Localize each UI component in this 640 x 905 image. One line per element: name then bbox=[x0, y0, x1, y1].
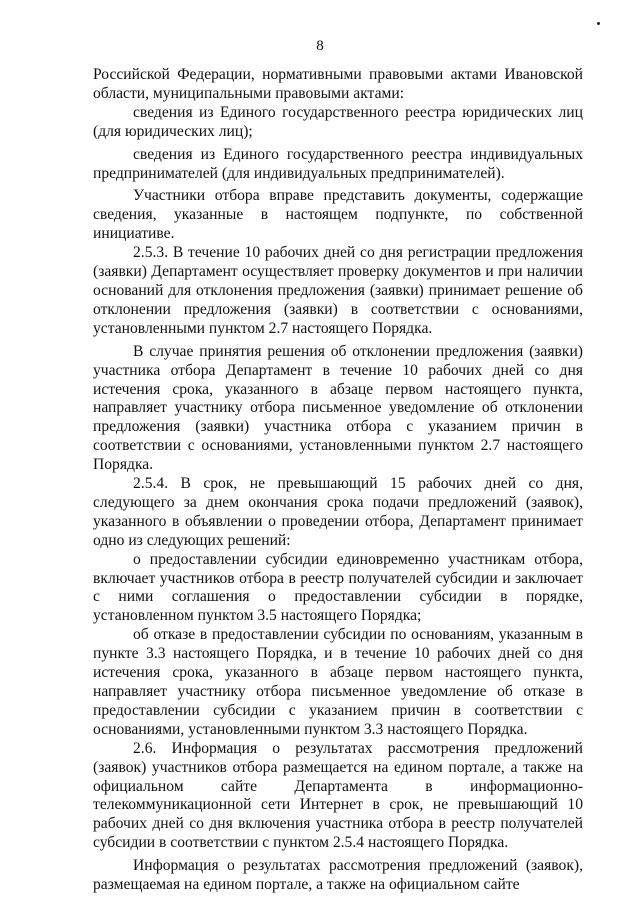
list-item-egrul: сведения из Единого государственного реестра юридических лиц (для юридических лиц); bbox=[93, 103, 583, 140]
list-item-refusal: об отказе в предоставлении субсидии по основаниям, указанным в пункте 3.3 настоящего Порядка, и в течение 10 рабочих дней со дня истечения срока, указанного в абзаце первом настоящего пункта, направляет участнику отбора письменное уведомление об отказе в предоставлении субсидии с указанием причин в соответствии с основаниями, установленными пунктом 3.3 настоящего Порядка. bbox=[93, 626, 583, 738]
paragraph-2-5-3: 2.5.3. В течение 10 рабочих дней со дня регистрации предложения (заявки) Департамент осуществляет проверку документов и при наличии оснований для отклонения предложения (заявки) принимает решение об отклонении предложения (заявки) в соответствии с основаниями, установленными пунктом 2.7 настоящего Порядка. bbox=[93, 244, 583, 337]
paragraph-2-5-4: 2.5.4. В срок, не превышающий 15 рабочих дней со дня, следующего за днем окончания срока подачи предложений (заявок), указанного в объявлении о проведении отбора, Департамент принимает одно из следующих решений: bbox=[93, 475, 583, 549]
list-item-egrip: сведения из Единого государственного реестра индивидуальных предпринимателей (для индивидуальных предпринимателей). bbox=[93, 145, 583, 182]
document-body bbox=[93, 66, 583, 895]
paragraph-rejection: В случае принятия решения об отклонении предложения (заявки) участника отбора Департамент в течение 10 рабочих дней со дня истечения срока, указанного в абзаце первом настоящего пункта, направляет участнику отбора письменное уведомление об отклонении предложения (заявки) участника отбора с указанием причин в соответствии с основаниями, установленными пунктом 2.7 настоящего Порядка. bbox=[93, 342, 583, 474]
list-item-grant: о предоставлении субсидии единовременно участникам отбора, включает участников отбора в реестр получателей субсидии и заключает с ними соглашения о предоставлении субсидии в порядке, установленном пунктом 3.5 настоящего Порядка; bbox=[93, 550, 583, 625]
paragraph-continuation: Российской Федерации, нормативными правовыми актами Ивановской области, муниципальными правовыми актами: bbox=[93, 66, 583, 102]
paragraph-results-info: Информация о результатах рассмотрения предложений (заявок), размещаемая на едином портале, а также на официальном сайте bbox=[93, 857, 583, 894]
paragraph-2-6: 2.6. Информация о результатах рассмотрения предложений (заявок) участников отбора размещается на едином портале, а также на официальном сайте Департамента в информационно-телекоммуникационной сети Интернет в срок, не превышающий 10 рабочих дней со дня включения участника отбора в реестр получателей субсидии в соответствии с пунктом 2.5.4 настоящего Порядка. bbox=[93, 739, 583, 852]
page-number: 8 bbox=[316, 38, 324, 54]
scan-dot bbox=[597, 22, 600, 25]
paragraph-initiative: Участники отбора вправе представить документы, содержащие сведения, указанные в настоящем подпункте, по собственной инициативе. bbox=[93, 187, 583, 243]
